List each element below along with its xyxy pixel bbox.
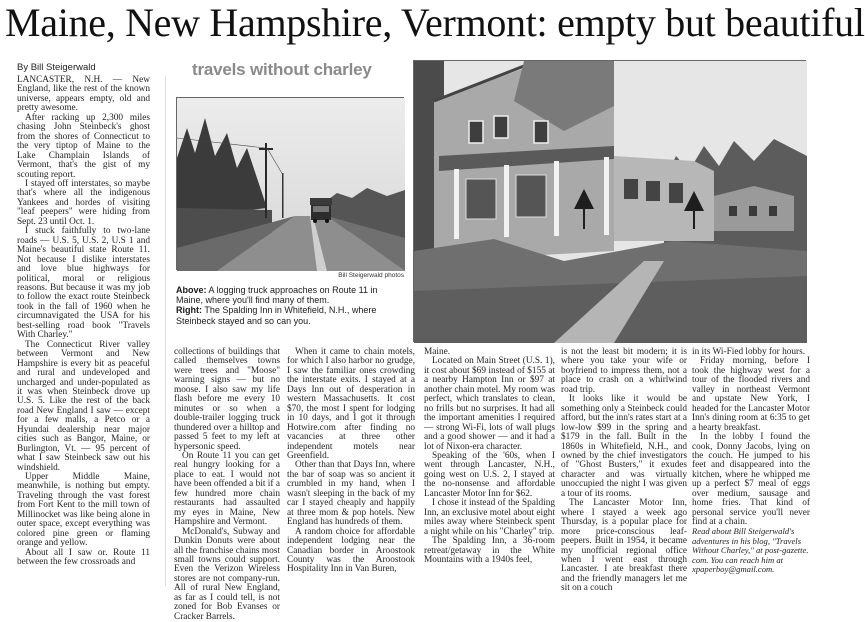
paragraph: After racking up 2,300 miles chasing John Steinbeck's ghost from the shores of Connecticut to the very tiptop of Maine to the Lake Champlain Islands of Vermont, that's the gist of my scouting report. (17, 112, 150, 180)
column-1 (17, 76, 150, 588)
paragraph: A random choice for affordable independent lodging near the Canadian border in Aroostook County was the Aroostook Hospitality Inn in Van Buren, (287, 526, 415, 575)
paragraph: About all I saw or. Route 11 between the few crossroads and (17, 547, 150, 568)
paragraph: Friday morning, before I took the highway west for a tour of the flooded rivers and valley in northeast Vermont and upstate New York, I headed for the Lancaster Motor Inn's dining room at 6:35 to get a hearty breakfast. (692, 356, 810, 433)
caption-right-label: Right: (176, 305, 202, 316)
photo-caption (176, 285, 406, 326)
column-5 (561, 347, 688, 594)
column-6 (692, 347, 810, 528)
paragraph: In the lobby I found the cook, Donny Jacobs, lying on the couch. He jumped to his feet and disappeared into the kitchen, where he whipped me up a perfect $7 meal of eggs over medium, sausage and home fries. That kind of personal service you'll never find at a chain. (692, 432, 810, 528)
paragraph: collections of buildings that called themselves towns were trees and "Moose" warning signs — but no moose. I also saw my life flash before me every 10 minutes or so when a double-trailer logging truck thundered over a hilltop and passed 5 feet to my left at hypersonic speed. (174, 347, 280, 452)
caption-above-text: A logging truck approaches on Route 11 in Maine, where you'll find many of them. (176, 285, 378, 306)
paragraph: LANCASTER, N.H. — New England, like the rest of the known universe, appears empty, old and pretty awesome. (17, 75, 150, 114)
column-4 (424, 348, 555, 588)
author-tagline: Read about Bill Steigerwald's adventures in his blog, "Travels Without Charley," at post-gazette. com. You can reach him at xpaperboy@gmail.com. (692, 526, 809, 574)
paragraph: The Lancaster Motor Inn, where I stayed a week ago Thursday, is a popular place for more price-conscious leaf-peepers. Built in 1954, it became my unofficial regional office when I went east through Lancaster. I ate breakfast there and the friendly managers let me sit on a couch (561, 498, 687, 594)
photo-spalding-inn (413, 60, 806, 342)
column-3 (287, 348, 415, 588)
paragraph: Other than that Days Inn, where the bar of soap was so ancient it crumbled in my hand, when I wasn't sleeping in the back of my car I stayed cheaply and happily at three mom & pop hotels. New England has hundreds of them. (287, 460, 415, 528)
paragraph: I chose it instead of the Spalding Inn, an exclusive motel about eight miles away where Steinbeck spent a night while on his "Charley" trip. (424, 498, 555, 537)
paragraph: McDonald's, Subway and Dunkin Donuts were about all the franchise chains most small towns could support. Even the Verizon Wireless stores are not company-run. All of rural New England, as far as I could tell, is not zoned for Bob Evanses or Cracker Barrels. (174, 526, 280, 622)
paragraph: I stayed off interstates, so maybe that's where all the indigenous Yankees and hordes of visiting "leaf peepers" were hiding from Sept. 23 until Oct. 1. (17, 178, 150, 227)
paragraph: The Spalding Inn, a 36-room retreat/getaway in the White Mountains with a 1940s feel, (424, 536, 555, 565)
paragraph: When it came to chain motels, for which I also harbor no grudge, I saw the familiar ones crowding the interstate exits. I stayed at a Days Inn out of desperation in western Massachusetts. It cost $70, the most I spent for lodging in 10 days, and I got it through Hotwire.com after finding no vacancies at three other independent motels near Greenfield. (287, 347, 415, 461)
headline: Maine, New Hampshire, Vermont: empty but beautiful (5, 0, 865, 45)
column-rule (165, 76, 166, 586)
paragraph: Speaking of the '60s, when I went through Lancaster, N.H., going west on U.S. 2, I stayed at the no-nonsense and affordable Lancaster Motor Inn for $62. (424, 450, 555, 499)
spalding-inn-image (414, 61, 807, 343)
paragraph: It looks like it would be something only a Steinbeck could afford, but the inn's rates start at a low-low $99 in the spring and $179 in the fall. Built in the 1860s in Whitefield, N.H., and owned by the chief investigators of "Ghost Busters," it exudes character and was virtually unoccupied the night I was given a tour of its rooms. (561, 394, 688, 499)
paragraph: in its Wi-Fied lobby for hours. (692, 347, 806, 357)
photo-logging-truck (176, 97, 404, 270)
caption-right-text: The Spalding Inn in Whitefield, N.H., where Steinbeck stayed and so can you. (176, 305, 377, 326)
paragraph: On Route 11 you can get real hungry looking for a place to eat. I would not have been offended a bit if a few hundred more chain restaurants had assaulted my eyes in Maine, New Hampshire and Vermont. (174, 450, 280, 528)
paragraph: is not the least bit modern; it is where you take your wife or boyfriend to impress them, not a place to crash on a whirlwind road trip. (561, 347, 687, 395)
paragraph: The Connecticut River valley between Vermont and New Hampshire is every bit as peaceful and rural and undeveloped and uncharged and under-populated as it was when Steinbeck drove up U.S. 5. Like the rest of the back road New England I saw — except for a few malls, a Petco or a Hyundai dealership near major cities such as Bangor, Maine, or Burlington, Vt. — 95 percent of what I saw Steinbeck saw out his windshield. (17, 339, 150, 473)
paragraph: Upper Middle Maine, meanwhile, is nothing but empty. Traveling through the vast forest from Fort Kent to the mill town of Millinocket was like being alone in outer space, except everything was colored pine green or flaming orange and yellow. (17, 472, 150, 549)
byline: By Bill Steigerwald (17, 62, 96, 73)
section-kicker: travels without charley (192, 60, 372, 79)
paragraph: Maine. (424, 347, 451, 357)
column-2 (174, 347, 280, 622)
paragraph: Located on Main Street (U.S. 1), it cost about $69 instead of $155 at a nearby Hampton Inn or $97 at another chain motel. My room was perfect, which translates to clean, no frills but no surprises. It had all the important amenities I required — strong Wi-Fi, lots of wall plugs and a good shower — and it had a lot of Nixon-era character. (424, 356, 555, 452)
caption-above-label: Above: (176, 285, 207, 295)
logging-truck-image (177, 98, 405, 271)
photo-credit: Bill Steigerwald photos (338, 272, 404, 279)
paragraph: I stuck faithfully to two-lane roads — U.S. 5, U.S. 2, U.S 1 and Maine's beautiful state Route 11. Not because I dislike interstates and love blue highways for political, moral or religious reasons. But because it was my job to follow the exact route Steinbeck took in the fall of 1960 when he circumnavigated the USA for his best-selling road book "Travels With Charley." (17, 226, 150, 341)
